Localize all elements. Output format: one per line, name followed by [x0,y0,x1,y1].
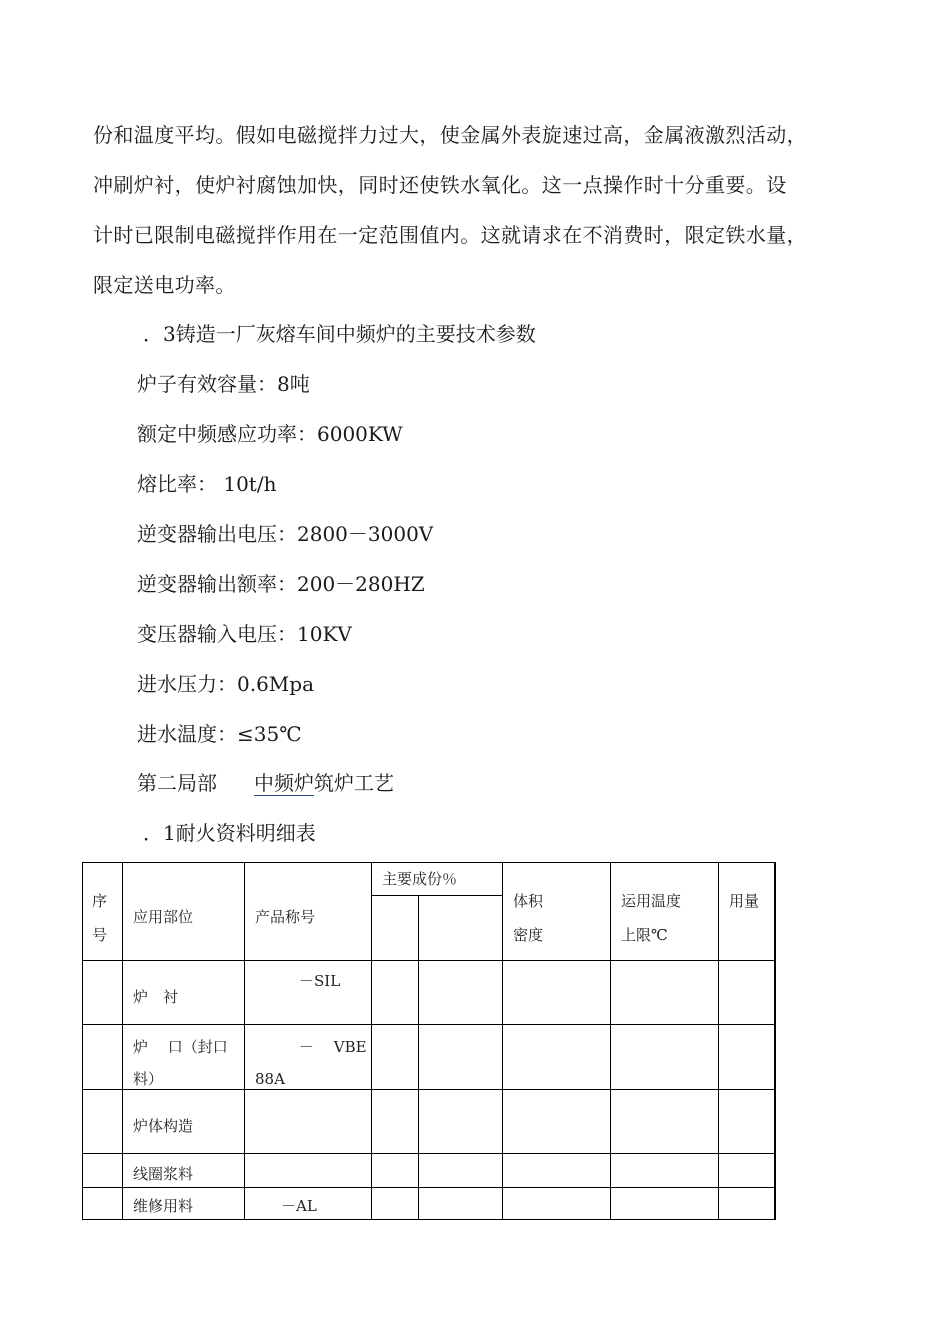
paragraph-line: 份和温度平均。假如电磁搅拌力过大，使金属外表旋速过高，金属液激烈活动， [93,123,807,147]
paragraph-line: 计时已限制电磁搅拌作用在一定范围值内。这就请求在不消费时，限定铁水量， [93,223,807,247]
param-water-pressure: 进水压力：0.6Mpa [137,672,315,696]
param-power: 额定中频感应功率：6000KW [137,422,403,446]
param-melt-rate: 熔比率： 10t/h [137,472,277,496]
body-paragraph [93,110,863,310]
composition-sub-2 [419,896,503,961]
part-label: 第二局部 [137,771,217,795]
header-index: 序 号 [83,863,123,961]
composition-sub-1 [372,896,419,961]
header-composition: 主要成份％ [372,863,503,896]
header-density: 体积 密度 [503,863,611,961]
table-row: 炉 口（封口 料） － VBE 88A [83,1025,775,1090]
part-title-rest: 筑炉工艺 [314,771,394,795]
param-capacity: 炉子有效容量：8吨 [137,372,310,396]
table-row: 炉体构造 [83,1090,775,1154]
paragraph-line: 限定送电功率。 [93,273,236,297]
header-temperature: 运用温度 上限℃ [611,863,719,961]
refractory-table [82,862,776,1220]
param-transformer-voltage: 变压器输入电压：10KV [137,622,352,646]
header-amount: 用量 [719,863,775,961]
header-product: 产品称号 [245,863,372,961]
table-row: 线圈浆料 [83,1154,775,1188]
table-row: 炉 衬 －SIL [83,961,775,1025]
part-link[interactable]: 中频炉 [254,771,314,795]
paragraph-line: 冲刷炉衬，使炉衬腐蚀加快，同时还使铁水氧化。这一点操作时十分重要。设 [93,173,787,197]
param-inverter-frequency: 逆变器输出额率：200－280HZ [137,572,425,596]
table-row: 维修用料 －AL [83,1188,775,1220]
section-heading: ．3铸造一厂灰熔车间中频炉的主要技术参数 [143,322,536,346]
header-part: 应用部位 [123,863,245,961]
param-water-temperature: 进水温度：≤35℃ [137,722,302,746]
param-inverter-voltage: 逆变器输出电压：2800－3000V [137,522,434,546]
part-heading [137,771,394,795]
table-heading: ．1耐火资料明细表 [143,821,316,845]
